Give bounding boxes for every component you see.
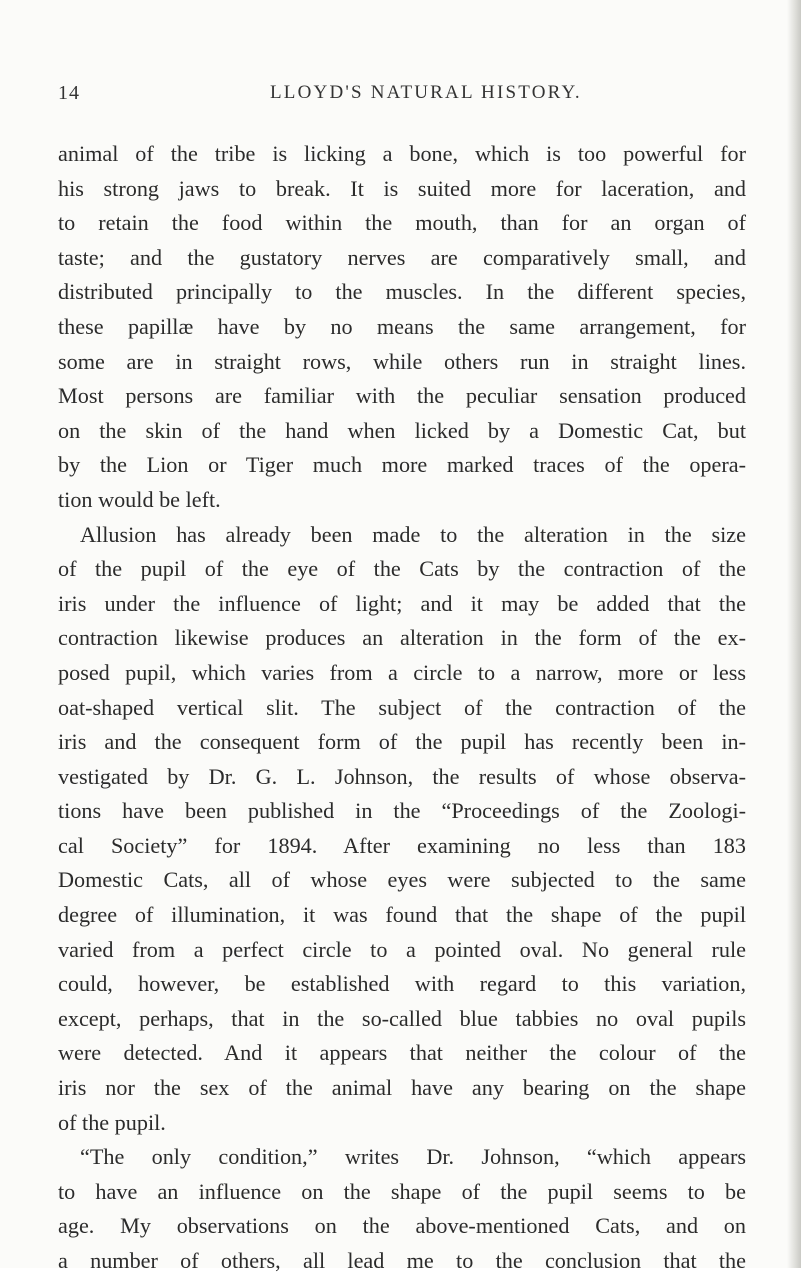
- text-line: Allusion has already been made to the alteration in the size: [80, 521, 746, 547]
- text-line: tion would be left.: [58, 486, 221, 512]
- text-line: posed pupil, which varies from a circle to a narrow, more or less: [58, 659, 746, 685]
- text-line: oat-shaped vertical slit. The subject of the contraction of the: [58, 694, 746, 720]
- text-line: these papillæ have by no means the same arrangement, for: [58, 313, 746, 339]
- text-line: could, however, be established with regard to this variation,: [58, 971, 746, 997]
- text-line: contraction likewise produces an alteration in the form of the ex-: [58, 625, 746, 651]
- text-line: his strong jaws to break. It is suited more for laceration, and: [58, 175, 746, 201]
- text-line: to retain the food within the mouth, than for an organ of: [58, 210, 746, 236]
- text-line: iris under the influence of light; and it may be added that the: [58, 590, 746, 616]
- text-line: vestigated by Dr. G. L. Johnson, the results of whose observa-: [58, 763, 746, 789]
- text-line: of the pupil.: [58, 1109, 166, 1135]
- text-line: Most persons are familiar with the peculiar sensation produced: [58, 383, 746, 409]
- text-line: iris nor the sex of the animal have any bearing on the shape: [58, 1075, 746, 1101]
- text-line: Domestic Cats, all of whose eyes were subjected to the same: [58, 867, 746, 893]
- text-line: distributed principally to the muscles. In the different species,: [58, 279, 746, 305]
- text-line: tions have been published in the “Proceedings of the Zoologi-: [58, 798, 746, 824]
- text-line: by the Lion or Tiger much more marked traces of the opera-: [58, 452, 746, 478]
- running-head: [58, 82, 743, 112]
- text-line: age. My observations on the above-mentioned Cats, and on: [58, 1213, 746, 1239]
- text-line: iris and the consequent form of the pupil has recently been in-: [58, 729, 746, 755]
- text-line: were detected. And it appears that neither the colour of the: [58, 1040, 746, 1066]
- running-title: LLOYD'S NATURAL HISTORY.: [270, 82, 582, 103]
- text-line: cal Society” for 1894. After examining no less than 183: [58, 832, 746, 858]
- text-line: a number of others, all lead me to the conclusion that the: [58, 1248, 746, 1273]
- text-line: animal of the tribe is licking a bone, which is too powerful for: [58, 141, 746, 166]
- text-line: of the pupil of the eye of the Cats by the contraction of the: [58, 556, 746, 582]
- text-line: some are in straight rows, while others run in straight lines.: [58, 348, 746, 374]
- page-edge-shadow: [787, 0, 801, 1268]
- text-line: varied from a perfect circle to a pointed oval. No general rule: [58, 936, 746, 962]
- text-line: “The only condition,” writes Dr. Johnson, “which appears: [80, 1144, 746, 1170]
- page-number: 14: [58, 82, 80, 104]
- text-line: degree of illumination, it was found that the shape of the pupil: [58, 902, 746, 928]
- text-line: to have an influence on the shape of the pupil seems to be: [58, 1178, 746, 1204]
- body-text: [58, 137, 746, 1279]
- text-line: taste; and the gustatory nerves are comparatively small, and: [58, 244, 746, 270]
- text-line: except, perhaps, that in the so-called blue tabbies no oval pupils: [58, 1005, 746, 1031]
- text-line: on the skin of the hand when licked by a Domestic Cat, but: [58, 417, 746, 443]
